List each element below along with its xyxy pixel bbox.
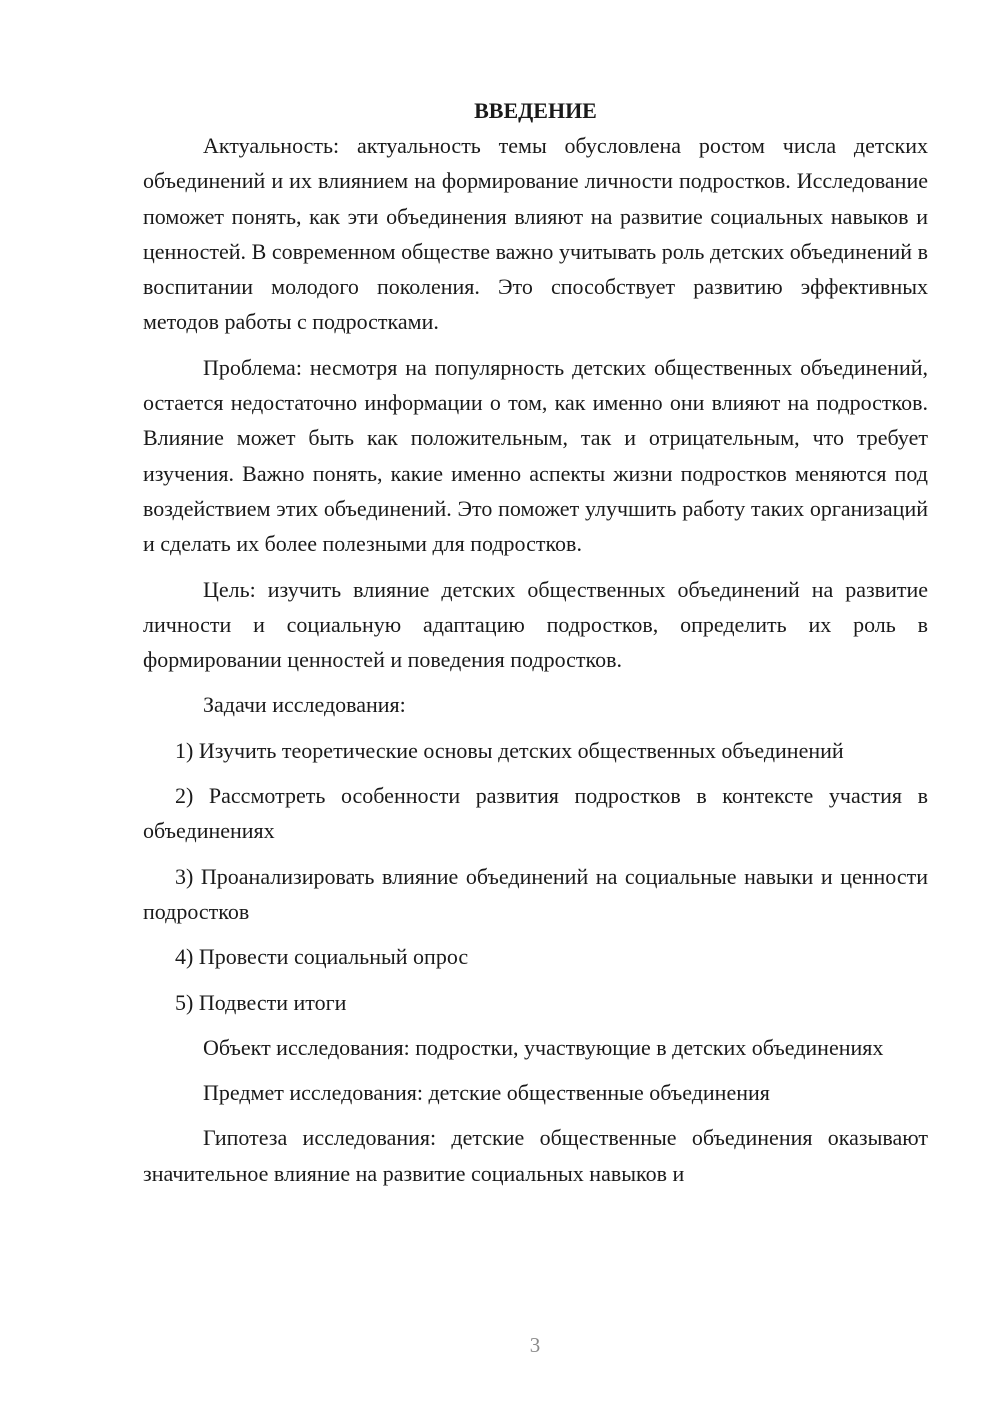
task-item-4: 4) Провести социальный опрос [175,944,469,970]
tasks-title: Задачи исследования: [203,692,406,718]
paragraph-relevance: Актуальность: актуальность темы обусловлена ростом числа детских объединений и их влиянием на формирование личности подростков. Исследование поможет понять, как эти объединения влияют на развитие социальных навыков и ценностей. В современном обществе важно учитывать роль детских объединений в воспитании молодого поколения. Это способствует развитию эффективных методов работы с подростками. [143,133,928,335]
paragraph-hypothesis: Гипотеза исследования: детские общественные объединения оказывают значительное влияние на развитие социальных навыков и [143,1125,928,1186]
page-number: 3 [529,1333,541,1357]
section-heading: ВВЕДЕНИЕ [474,98,597,123]
paragraph-object: Объект исследования: подростки, участвующие в детских объединениях [203,1034,884,1060]
task-item-3: 3) Проанализировать влияние объединений на социальные навыки и ценности подростков [143,863,928,924]
task-item-1: 1) Изучить теоретические основы детских общественных объединений [175,737,844,763]
task-item-5: 5) Подвести итоги [175,989,347,1015]
paragraph-goal: Цель: изучить влияние детских общественных объединений на развитие личности и социальную адаптацию подростков, определить их роль в формировании ценностей и поведения подростков. [143,576,928,673]
document-page [143,93,928,1191]
paragraph-problem: Проблема: несмотря на популярность детских общественных объединений, остается недостаточно информации о том, как именно они влияют на подростков. Влияние может быть как положительным, так и отрицательным, что требует изучения. Важно понять, какие именно аспекты жизни подростков меняются под воздействием этих объединений. Это поможет улучшить работу таких организаций и сделать их более полезными для подростков. [143,354,928,557]
task-item-2: 2) Рассмотреть особенности развития подростков в контексте участия в объединениях [143,783,928,844]
paragraph-subject: Предмет исследования: детские общественные объединения [203,1080,770,1106]
